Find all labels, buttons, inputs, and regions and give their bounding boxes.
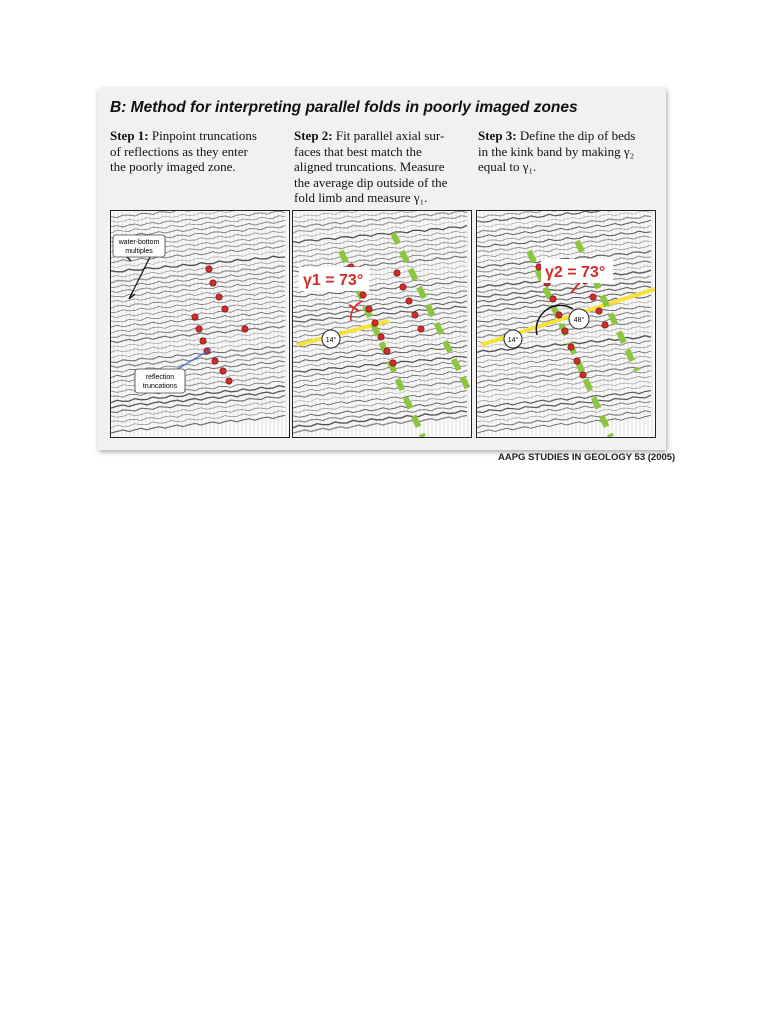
truncation-dot xyxy=(394,270,400,276)
step-1-text xyxy=(110,128,257,175)
truncation-dot xyxy=(196,326,202,332)
truncation-dot xyxy=(406,298,412,304)
truncation-dot xyxy=(390,360,396,366)
truncation-dot xyxy=(568,344,574,350)
angle-14-label: 14° xyxy=(325,337,337,344)
truncation-dot xyxy=(216,294,222,300)
seismic-panel-2-graphic xyxy=(293,211,471,437)
step-2-line-4: the average dip outside of the xyxy=(294,174,448,190)
step-2-line-2: faces that best match the xyxy=(294,143,422,159)
angle-48-label: 48° xyxy=(573,317,585,324)
step-3-line-1: Define the dip of beds xyxy=(519,128,636,143)
truncation-dot xyxy=(412,312,418,318)
truncation-dot xyxy=(384,348,390,354)
truncation-dot xyxy=(574,358,580,364)
figure-title: B: Method for interpreting parallel folds in poorly imaged zones xyxy=(110,99,578,116)
truncation-dot xyxy=(400,284,406,290)
gamma2-label: γ2 = 73° xyxy=(545,264,606,281)
truncation-dot xyxy=(550,296,556,302)
truncation-dot xyxy=(210,280,216,286)
step-1-line-1: Pinpoint truncations xyxy=(151,128,257,143)
truncation-dot xyxy=(596,308,602,314)
truncation-dot xyxy=(372,320,378,326)
truncation-dot xyxy=(242,326,248,332)
angle-14-label: 14° xyxy=(507,337,519,344)
step-3-line-2: in the kink band by making γ₂ xyxy=(478,143,635,159)
truncation-dot xyxy=(192,314,198,320)
step-2-text xyxy=(294,128,447,206)
truncation-dot xyxy=(418,326,424,332)
label-multiples-1: water-bottom xyxy=(118,239,160,246)
seismic-panel-2 xyxy=(292,210,472,438)
truncation-dot xyxy=(556,312,562,318)
step-2-line-5: fold limb and measure γ₁. xyxy=(294,190,428,205)
truncation-dot xyxy=(206,266,212,272)
step-1-line-3: the poorly imaged zone. xyxy=(110,159,236,174)
truncation-dot xyxy=(226,378,232,384)
step-2-line-3: aligned truncations. Measure xyxy=(294,159,445,174)
step-2-line-1: Fit parallel axial sur- xyxy=(335,128,445,143)
truncation-dot xyxy=(590,294,596,300)
truncation-dot xyxy=(360,292,366,298)
truncation-dot xyxy=(378,334,384,340)
truncation-dot xyxy=(212,358,218,364)
seismic-panel-3 xyxy=(476,210,656,438)
truncation-dot xyxy=(580,372,586,378)
label-truncations-2: truncations xyxy=(142,383,178,390)
step-2-head: Step 2: xyxy=(294,128,333,143)
step-3-head: Step 3: xyxy=(478,128,517,143)
truncation-dot xyxy=(562,328,568,334)
truncation-dot xyxy=(602,322,608,328)
credit-text: AAPG STUDIES IN GEOLOGY 53 (2005) xyxy=(498,452,676,463)
seismic-panel-3-graphic xyxy=(477,211,655,437)
gamma1-label: γ1 = 73° xyxy=(303,272,364,289)
seismic-panel-1 xyxy=(110,210,290,438)
step-3-line-3: equal to γ₁. xyxy=(478,159,537,174)
step-1-head: Step 1: xyxy=(110,128,149,143)
seismic-panel-1-graphic xyxy=(111,211,289,437)
truncation-dot xyxy=(200,338,206,344)
figure-panel xyxy=(98,88,666,450)
label-truncations-1: reflection xyxy=(145,374,175,381)
label-multiples-2: multiples xyxy=(125,248,153,255)
truncation-dot xyxy=(366,306,372,312)
step-1-line-2: of reflections as they enter xyxy=(110,143,248,159)
step-3-text xyxy=(478,128,635,175)
truncation-dot xyxy=(222,306,228,312)
truncation-dot xyxy=(220,368,226,374)
seismic-reflections-3 xyxy=(477,211,652,437)
